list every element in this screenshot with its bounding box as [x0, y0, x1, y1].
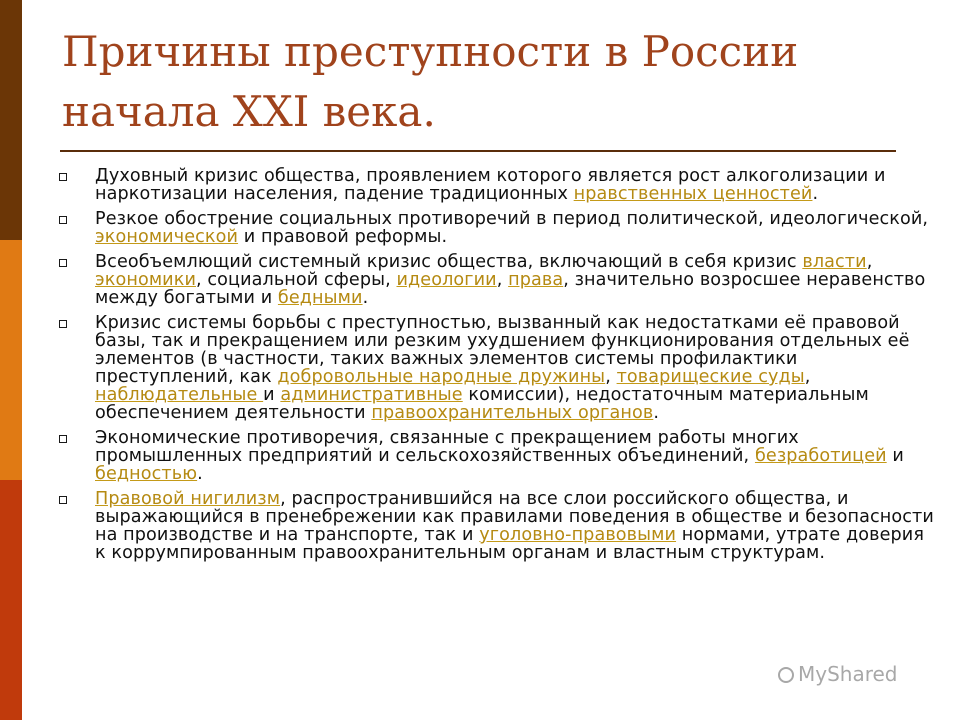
bullet-item: [58, 314, 938, 422]
sidebar-segment-orange: [0, 240, 22, 480]
sidebar-segment-red-orange: [0, 480, 22, 720]
bullet-item: [58, 167, 938, 203]
bullet-link[interactable]: товарищеские суды: [616, 367, 805, 387]
slide-title-line-1: Причины преступности в России: [62, 27, 799, 76]
bullet-square-icon: [59, 259, 67, 267]
slide-title-line-2: начала XXI века.: [62, 87, 436, 136]
bullet-link[interactable]: бедными: [277, 288, 363, 308]
bullet-link[interactable]: добровольные народные дружины: [277, 367, 606, 387]
bullet-text: ,: [496, 270, 509, 290]
bullet-text: ,: [605, 367, 617, 387]
bullet-square-icon: [59, 216, 67, 224]
bullet-text: Всеобъемлющий системный кризис общества, включающий в себя кризис: [95, 252, 803, 272]
bullet-text: .: [197, 464, 203, 484]
bullet-link[interactable]: власти: [802, 252, 867, 272]
bullet-text: .: [653, 403, 660, 423]
bullet-link[interactable]: административные: [280, 385, 463, 405]
bullet-text: и: [886, 446, 904, 466]
bullet-square-icon: [59, 173, 67, 181]
bullet-text: ,: [866, 252, 873, 272]
watermark-text: MyShared: [798, 662, 898, 686]
bullet-link[interactable]: бедностью: [95, 464, 198, 484]
bullet-list: [58, 167, 938, 569]
bullet-item: [58, 210, 938, 246]
bullet-text: ,: [804, 367, 811, 387]
bullet-square-icon: [59, 320, 67, 328]
slide-title: [62, 22, 922, 142]
bullet-link[interactable]: нравственных ценностей: [573, 184, 813, 204]
bullet-text: и правовой реформы.: [238, 227, 448, 247]
bullet-link[interactable]: Правовой нигилизм: [95, 489, 281, 509]
bullet-link[interactable]: идеологии: [396, 270, 497, 290]
bullet-text: комиссии), недостаточным материальным обеспечением деятельности: [95, 385, 869, 423]
bullet-square-icon: [59, 496, 67, 504]
bullet-item: [58, 490, 938, 562]
bullet-text: Резкое обострение социальных противоречий в период политической, идеологической,: [95, 209, 929, 229]
bullet-text: Экономические противоречия, связанные с прекращением работы многих промышленных предприятий и сельскохозяйственных объединений,: [95, 428, 799, 466]
bullet-link[interactable]: правоохранительных органов: [371, 403, 654, 423]
sidebar-segment-dark-brown: [0, 0, 22, 240]
bullet-link[interactable]: экономики: [95, 270, 196, 290]
watermark: [778, 662, 898, 686]
title-divider: [60, 150, 896, 152]
bullet-text: Духовный кризис общества, проявлением которого является рост алкоголизации и наркотизации населения, падение традиционных: [95, 166, 886, 204]
bullet-link[interactable]: наблюдательные: [95, 385, 264, 405]
bullet-text: , социальной сферы,: [195, 270, 397, 290]
bullet-item: [58, 253, 938, 307]
bullet-link[interactable]: уголовно-правовыми: [479, 525, 677, 545]
bullet-text: .: [362, 288, 369, 308]
bullet-text: .: [812, 184, 819, 204]
myshared-logo-icon: [778, 667, 794, 683]
bullet-text: , значительно возросшее неравенство между богатыми и: [95, 270, 926, 308]
bullet-text: и: [263, 385, 281, 405]
sidebar-color-bar: [0, 0, 22, 720]
bullet-link[interactable]: права: [508, 270, 564, 290]
bullet-item: [58, 429, 938, 483]
bullet-text: Кризис системы борьбы с преступностью, вызванный как недостатками её правовой базы, так и прекращением или резким ухудшением функционирования отдельных её элементов (в частности, таких важных элементов системы профилактики преступлений, как: [95, 313, 910, 387]
bullet-square-icon: [59, 435, 67, 443]
bullet-text: , распространившийся на все слои российского общества, и выражающийся в пренебрежении как правилами поведения в обществе и безопасности на производстве и на транспорте, так и: [95, 489, 934, 545]
bullet-text: нормами, утрате доверия к коррумпированным правоохранительным органам и властным структурам.: [95, 525, 925, 563]
bullet-link[interactable]: безработицей: [754, 446, 887, 466]
bullet-link[interactable]: экономической: [95, 227, 239, 247]
